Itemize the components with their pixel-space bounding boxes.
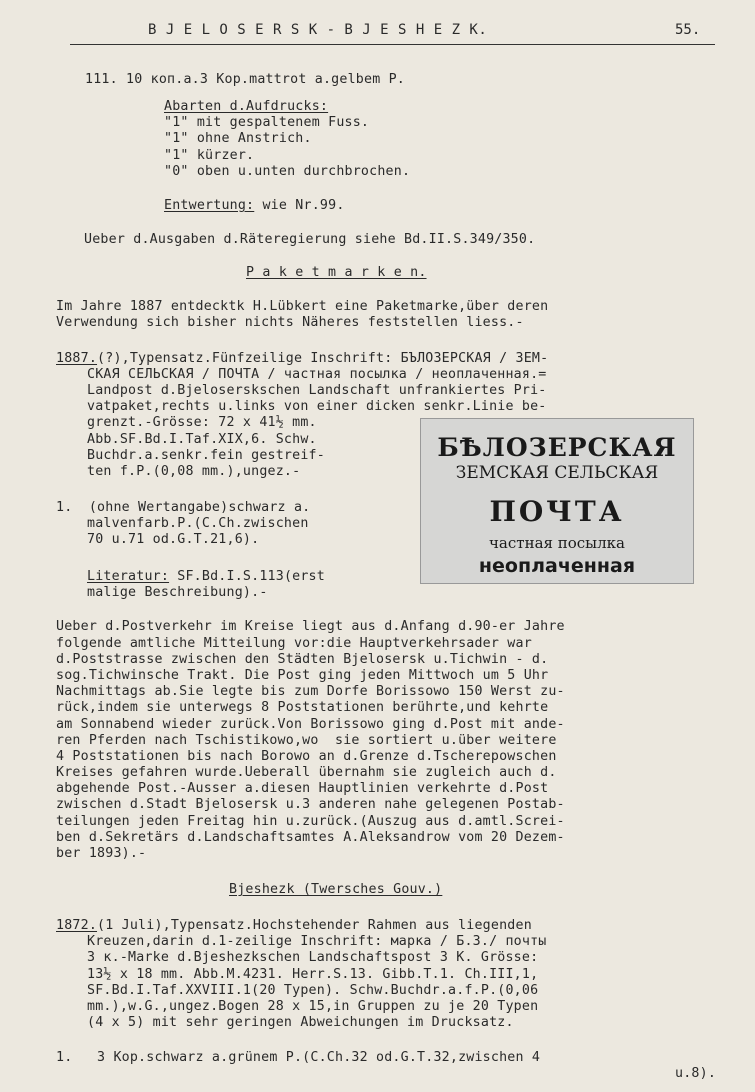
variant-line: "1" kürzer. [164,148,255,163]
paragraph-line: Buchdr.a.senkr.fein gestreif- [87,448,325,463]
paragraph-line: zwischen d.Stadt Bjelosersk u.3 anderen nahe gelegenen Postab- [56,797,565,812]
paragraph-line: am Sonnabend wieder zurück.Von Borissowo ging d.Post mit ande- [56,717,565,732]
variety-1: 1. (ohne Wertangabe)schwarz a. [56,500,311,515]
paragraph-line: rück,indem sie unterwegs 8 Poststationen berührte,und kehrte [56,700,549,715]
paragraph-line: ten f.P.(0,08 mm.),ungez.- [87,464,301,479]
paragraph-line: ben d.Sekretärs d.Landschaftsamtes A.Aleksandrow vom 20 Dezem- [56,830,565,845]
literatur-text: SF.Bd.I.S.113(erst [169,569,325,584]
header-rule [70,44,715,45]
paragraph-line: ren Pferden nach Tschistikowo,wo sie sortiert u.über weitere [56,733,557,748]
paragraph-line: vatpaket,rechts u.links von einer dicken senkr.Linie be- [87,399,547,414]
paragraph-line: Landpost d.Bjeloserskschen Landschaft unfrankiertes Pri- [87,383,547,398]
paragraph-line: ber 1893).- [56,846,147,861]
stamp-line-5: неоплаченная [478,555,636,577]
paragraph-line: teilungen jeden Freitag hin u.zurück.(Auszug aus d.amtl.Screi- [56,814,565,829]
entry-1872-text: (1 Juli),Typensatz.Hochstehender Rahmen aus liegenden [97,918,532,933]
paragraph-line: 4 Poststationen bis nach Borowo an d.Grenze d.Tscherepowschen [56,749,557,764]
paragraph-line: 3 к.-Marke d.Bjeshezkschen Landschaftspost 3 K. Grösse: [87,950,539,965]
entwertung-line [164,198,345,214]
paragraph-line: d.Poststrasse zwischen den Städten Bjelosersk u.Tichwin - d. [56,652,549,667]
paragraph-line: Nachmittags ab.Sie legte bis zum Dorfe Borissowo 150 Werst zu- [56,684,565,699]
paragraph-line: Verwendung sich bisher nichts Näheres feststellen liess.- [56,315,524,330]
paragraph-line: Kreises gefahren wurde.Ueberall übernahm sie zugleich auch d. [56,765,557,780]
entry-1887-text: (?),Typensatz.Fünfzeilige Inschrift: БЪЛОЗЕРСКАЯ / ЗЕМ- [97,351,549,366]
entry-1887-line [56,351,548,367]
entwertung-label: Entwertung: [164,198,255,213]
stamp-line-1: БѢЛОЗЕРСКАЯ [437,433,677,462]
paragraph-line: 13½ x 18 mm. Abb.M.4231. Herr.S.13. Gibb.T.1. Ch.III,1, [87,967,539,982]
entry-111: 111. 10 коп.a.3 Kop.mattrot a.gelbem P. [85,72,406,87]
year-1872: 1872. [56,918,98,933]
variant-line: "0" oben u.unten durchbrochen. [164,164,411,179]
variety-1-bjeshezk: 1. 3 Kop.schwarz a.grünem P.(C.Ch.32 od.G.T.32,zwischen 4 [56,1050,541,1065]
stamp-line-4: частная посылка [489,534,625,552]
section-title-bjeshezk: Bjeshezk (Twersches Gouv.) [229,882,443,897]
variant-line: "1" ohne Anstrich. [164,131,312,146]
paragraph-line: folgende amtliche Mitteilung vor:die Hauptverkehrsader war [56,636,532,651]
paragraph-line: 70 u.71 od.G.T.21,6). [87,532,260,547]
literatur-label: Literatur: [87,569,170,584]
paragraph-line: Im Jahre 1887 entdecktk H.Lübkert eine Paketmarke,über deren [56,299,549,314]
year-1887: 1887. [56,351,98,366]
paragraph-line: u.8). [675,1066,717,1081]
paragraph-line: (4 x 5) mit sehr geringen Abweichungen im Drucksatz. [87,1015,514,1030]
paragraph-line: Ueber d.Postverkehr im Kreise liegt aus d.Anfang d.90-er Jahre [56,619,565,634]
stamp-line-2: ЗЕМСКАЯ СЕЛЬСКАЯ [455,463,659,483]
section-title-paketmarken: P a k e t m a r k e n. [246,265,427,280]
entwertung-text: wie Nr.99. [254,198,345,213]
stamp-line-3: ПОЧТА [489,495,625,528]
paragraph-line: Abb.SF.Bd.I.Taf.XIX,6. Schw. [87,432,317,447]
variant-line: "1" mit gespaltenem Fuss. [164,115,370,130]
paragraph-line: sog.Tichwinsche Trakt. Die Post ging jeden Mittwoch um 5 Uhr [56,668,549,683]
paragraph-line: SF.Bd.I.Taf.XXVIII.1(20 Typen). Schw.Buchdr.a.f.P.(0,06 [87,983,539,998]
entry-1872-line [56,918,532,934]
raeteregierung-note: Ueber d.Ausgaben d.Räteregierung siehe Bd.II.S.349/350. [84,232,536,247]
running-header: B J E L O S E R S K - B J E S H E Z K. [148,22,488,38]
parcel-stamp-image [420,418,694,584]
paragraph-line: Kreuzen,darin d.1-zeilige Inschrift: марка / Б.З./ почты [87,934,547,949]
page-number: 55. [675,22,701,38]
paragraph-line: СКАЯ СЕЛЬСКАЯ / ПОЧТА / частная посылка / неоплаченная.= [87,367,547,382]
paragraph-line: grenzt.-Grösse: 72 x 41½ mm. [87,415,317,430]
paragraph-line: mm.),w.G.,ungez.Bogen 28 x 15,in Gruppen zu je 20 Typen [87,999,539,1014]
heading-abarten: Abarten d.Aufdrucks: [164,99,329,114]
paragraph-line: abgehende Post.-Ausser a.diesen Hauptlinien verkehrte d.Post [56,781,549,796]
paragraph-line: malige Beschreibung).- [87,585,268,600]
paragraph-line: malvenfarb.P.(C.Ch.zwischen [87,516,309,531]
literatur-line [87,569,325,585]
